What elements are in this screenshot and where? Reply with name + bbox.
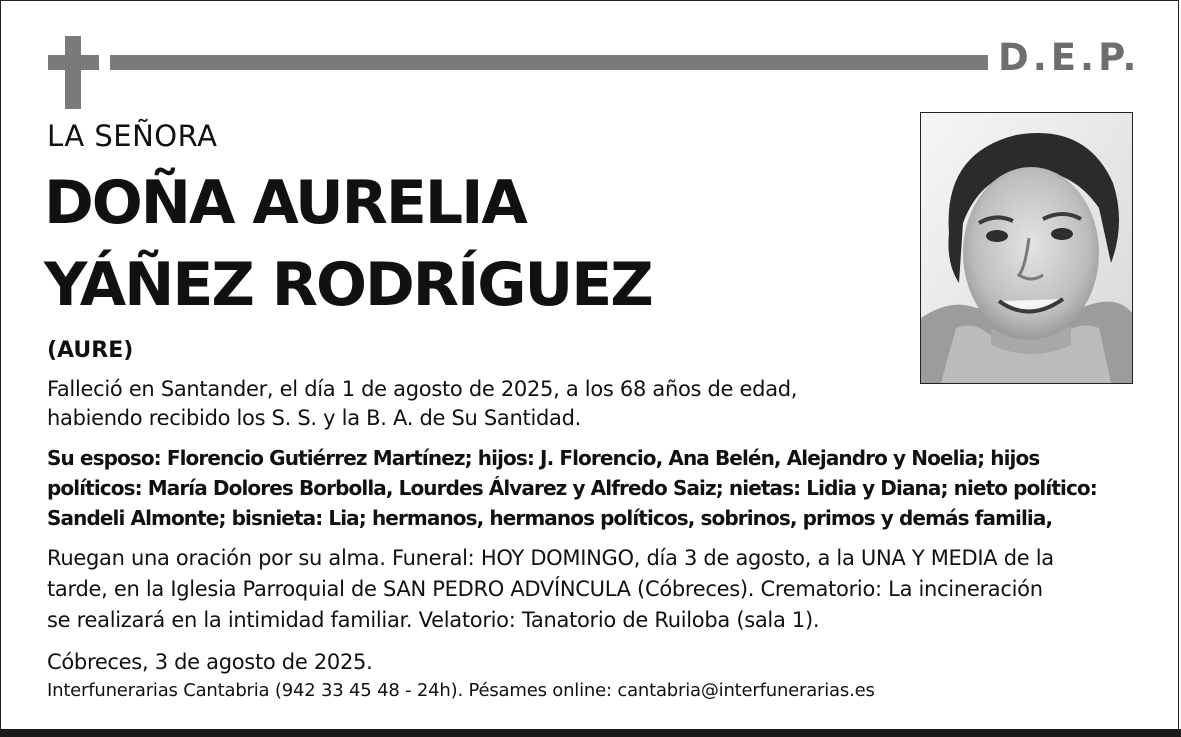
- deceased-nickname: (AURE): [47, 338, 134, 363]
- header-rule: [110, 55, 988, 70]
- place-date: Cóbreces, 3 de agosto de 2025.: [47, 650, 373, 674]
- deceased-prefix: LA SEÑORA: [47, 119, 218, 153]
- deceased-name-line1: DOÑA AURELIA: [44, 168, 526, 238]
- funeral-company: Interfunerarias Cantabria (942 33 45 48 - 24h). Pésames online: cantabria@interfunerarias.es: [47, 680, 875, 701]
- funeral-line3: se realizará en la intimidad familiar. Velatorio: Tanatorio de Ruiloba (sala 1).: [47, 608, 820, 632]
- funeral-line2: tarde, en la Iglesia Parroquial de SAN PEDRO ADVÍNCULA (Cóbreces). Crematorio: La incineración: [47, 577, 1043, 601]
- dep-label: D.E.P.: [998, 36, 1141, 79]
- family-line3: Sandeli Almonte; bisnieta: Lia; hermanos, hermanos políticos, sobrinos, primos y demás familia,: [47, 506, 1053, 530]
- deceased-photo: [920, 112, 1133, 384]
- death-notice-line2: habiendo recibido los S. S. y la B. A. de Su Santidad.: [47, 406, 581, 430]
- family-line2: políticos: María Dolores Borbolla, Lourdes Álvarez y Alfredo Saiz; nietas: Lidia y Diana; nieto político:: [47, 476, 1097, 500]
- family-line1: Su esposo: Florencio Gutiérrez Martínez; hijos: J. Florencio, Ana Belén, Alejandro y Noelia; hijos: [47, 446, 1040, 470]
- funeral-line1: Ruegan una oración por su alma. Funeral: HOY DOMINGO, día 3 de agosto, a la UNA Y MEDIA de la: [47, 546, 1054, 570]
- death-notice-line1: Falleció en Santander, el día 1 de agosto de 2025, a los 68 años de edad,: [47, 377, 798, 401]
- deceased-name-line2: YÁÑEZ RODRÍGUEZ: [44, 250, 652, 320]
- bottom-rule: [0, 729, 1181, 737]
